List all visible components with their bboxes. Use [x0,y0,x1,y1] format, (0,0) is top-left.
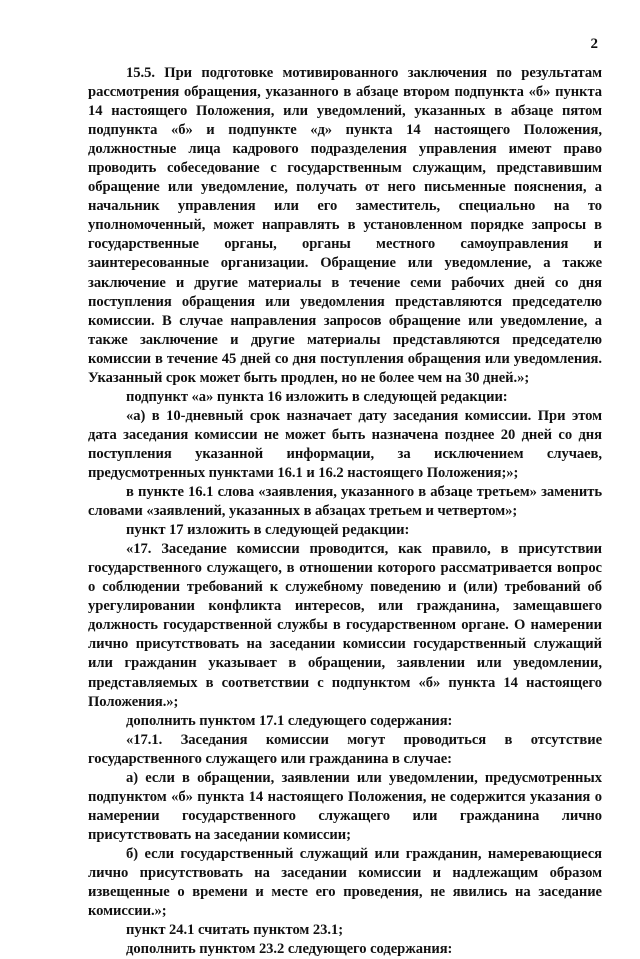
paragraph: а) если в обращении, заявлении или уведомлении, предусмотренных подпунктом «б» пункта 14 настоящего Положения, не содержится указания о намерении государственного служащего или гражданина лично присутствовать на заседании комиссии; [88,769,602,843]
paragraph: подпункт «а» пункта 16 изложить в следующей редакции: [126,388,508,405]
paragraph: 15.5. При подготовке мотивированного заключения по результатам рассмотрения обращения, указанного в абзаце втором подпункта «б» пункта 14 настоящего Положения, или уведомлений, указанных в абзаце пятом подпункта «б» и подпункте «д» пункта 14 настоящего Положения, должностные лица кадрового подразделения управления имеют право проводить собеседование с государственным служащим, представившим обращение или уведомление, получать от него письменные пояснения, а начальник управления или его заместитель, специально на то уполномоченный, может направлять в установленном порядке запросы в государственные органы, органы местного самоуправления и заинтересованные организации. Обращение или уведомление, а также заключение и другие материалы в течение семи рабочих дней со дня поступления обращения или уведомления представляются председателю комиссии. В случае направления запросов обращение или уведомление, а также заключение и другие материалы представляются председателю комиссии в течение 45 дней со дня поступления обращения или уведомления. Указанный срок может быть продлен, но не более чем на 30 дней.»; [88,65,602,386]
paragraph: «17. Заседание комиссии проводится, как правило, в присутствии государственного служащего, в отношении которого рассматривается вопрос о соблюдении требований к служебному поведению и (или) требований об урегулировании конфликта интересов, или гражданина, замещавшего должность государственной службы в государственном органе. О намерении лично присутствовать на заседании комиссии государственный служащий или гражданин указывает в обращении, заявлении или уведомлении, представляемых в соответствии с подпунктом «б» пункта 14 настоящего Положения.»; [88,541,602,710]
paragraph: «17.1. Заседания комиссии могут проводиться в отсутствие государственного служащего или гражданина в случае: [88,731,602,767]
paragraph: б) если государственный служащий или гражданин, намеревающиеся лично присутствовать на заседании комиссии и надлежащим образом извещенные о времени и месте его проведения, не явились на заседание комиссии.»; [88,845,602,920]
paragraph: пункт 24.1 считать пунктом 23.1; [126,922,344,939]
paragraph: «а) в 10-дневный срок назначает дату заседания комиссии. При этом дата заседания комиссии не может быть назначена позднее 20 дней со дня поступления указанной информации, за исключением случаев, предусмотренных пунктами 16.1 и 16.2 настоящего Положения;»; [88,407,602,481]
paragraph: в пункте 16.1 слова «заявления, указанного в абзаце третьем» заменить словами «заявлений, указанных в абзацах третьем и четвертом»; [88,484,602,520]
paragraph: дополнить пунктом 23.2 следующего содержания: [126,941,453,958]
document-body [88,64,602,959]
paragraph: дополнить пунктом 17.1 следующего содержания: [126,712,453,729]
page-number: 2 [590,36,598,52]
paragraph: пункт 17 изложить в следующей редакции: [126,522,410,539]
